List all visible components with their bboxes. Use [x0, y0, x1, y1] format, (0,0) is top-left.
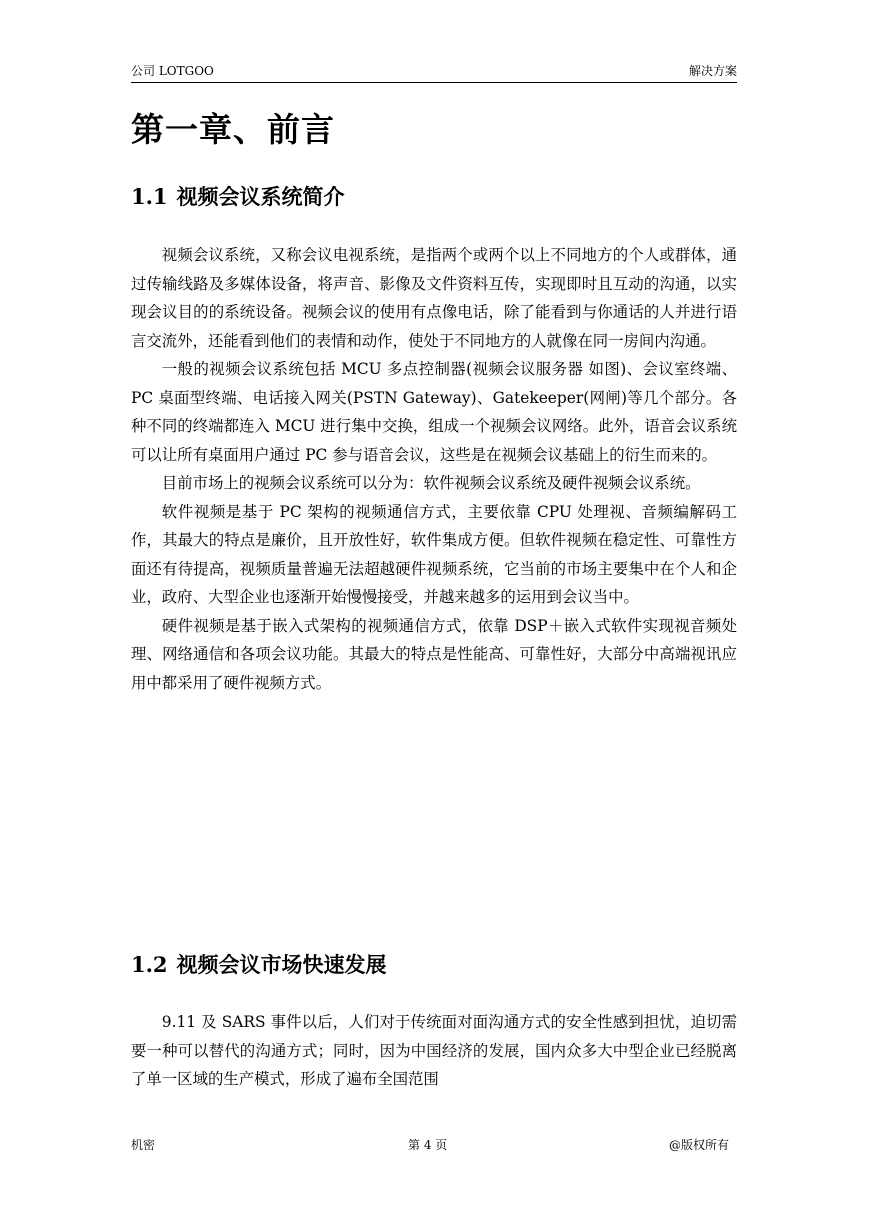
footer-confidential: 机密	[131, 1138, 156, 1152]
page-header	[131, 62, 737, 83]
section-number: 1.1	[131, 184, 168, 209]
page-footer	[131, 1136, 737, 1156]
paragraph: 视频会议系统，又称会议电视系统，是指两个或两个以上不同地方的个人或群体，通过传输线路及多媒体设备，将声音、影像及文件资料互传，实现即时且互动的沟通，以实现会议目的的系统设备。视频会议的使用有点像电话，除了能看到与你通话的人并进行语言交流外，还能看到他们的表情和动作，使处于不同地方的人就像在同一房间内沟通。	[131, 246, 737, 350]
chapter-title: 第一章、前言	[131, 110, 335, 149]
section-1-2-body	[131, 1008, 737, 1094]
paragraph: 一般的视频会议系统包括 MCU 多点控制器(视频会议服务器 如图)、会议室终端、PC 桌面型终端、电话接入网关(PSTN Gateway)、Gatekeeper(网闸)等几个部分。各种不同的终端都连入 MCU 进行集中交换，组成一个视频会议网络。此外，语音会议系统可以让所有桌面用户通过 PC 参与语音会议，这些是在视频会议基础上的衍生而来的。	[131, 360, 737, 464]
paragraph: 硬件视频是基于嵌入式架构的视频通信方式，依靠 DSP＋嵌入式软件实现视音频处理、网络通信和各项会议功能。其最大的特点是性能高、可靠性好，大部分中高端视讯应用中都采用了硬件视频方式。	[131, 616, 737, 692]
paragraph: 目前市场上的视频会议系统可以分为：软件视频会议系统及硬件视频会议系统。	[161, 474, 701, 492]
paragraph: 9.11 及 SARS 事件以后，人们对于传统面对面沟通方式的安全性感到担忧，迫切需要一种可以替代的沟通方式；同时，因为中国经济的发展，国内众多大中型企业已经脱离了单一区域的生产模式，形成了遍布全国范围	[131, 1013, 737, 1088]
footer-copyright: @版权所有	[668, 1138, 729, 1152]
section-heading-1-2	[131, 951, 387, 979]
section-1-1-body	[131, 241, 737, 697]
section-number: 1.2	[131, 952, 168, 977]
page-number: 第 4 页	[408, 1138, 448, 1152]
header-doc-type: 解决方案	[688, 64, 737, 78]
section-title: 视频会议市场快速发展	[176, 952, 387, 977]
header-company: 公司 LOTGOO	[131, 64, 214, 78]
paragraph: 软件视频是基于 PC 架构的视频通信方式，主要依靠 CPU 处理视、音频编解码工作，其最大的特点是廉价，且开放性好，软件集成方便。但软件视频在稳定性、可靠性方面还有待提高，视频质量普遍无法超越硬件视频系统，它当前的市场主要集中在个人和企业，政府、大型企业也逐渐开始慢慢接受，并越来越多的运用到会议当中。	[131, 502, 737, 606]
section-title: 视频会议系统简介	[176, 184, 345, 209]
section-heading-1-1	[131, 183, 345, 211]
